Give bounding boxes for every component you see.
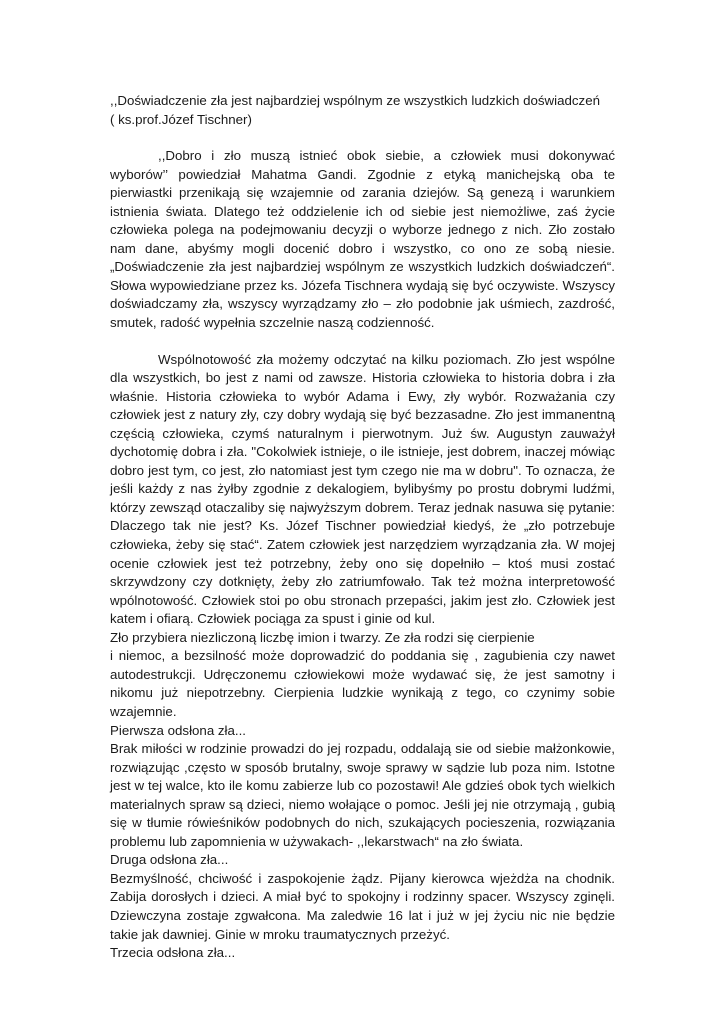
quote-line: ,,Doświadczenie zła jest najbardziej wspólnym ze wszystkich ludzkich doświadczeń xyxy=(110,93,600,108)
paragraph-family: Brak miłości w rodzinie prowadzi do jej rozpadu, oddalają sie od siebie małżonkowie, rozwiązując ,często w sposób brutalny, swoje sprawy w sądzie lub poza nim. Istotne jest w tej walce, kto ile komu zabierze lub co pozostawi! Ale gdzieś obok tych wielkich materialnych spraw są dzieci, niemo wołające o pomoc. Jeśli jej nie otrzymają , gubią się w tłumie rówieśników podobnych do nich, szukających pocieszenia, rozwiązania problemu lub zapomnienia w używakach- ,,lekarstwach“ na zło świata. xyxy=(110,741,615,849)
section-heading-second: Druga odsłona zła... xyxy=(110,852,229,868)
paragraph-suffering: i niemoc, a bezsilność może doprowadzić do poddania się , zagubienia czy nawet autodestrukcji. Udręczonemu człowiekowi może wydawać się, że jest samotny i nikomu już niepotrzebny. Cierpienia ludzkie wynikają z tego, co czynimy sobie wzajemnie. xyxy=(110,648,615,719)
quote-author: ( ks.prof.Józef Tischner) xyxy=(110,111,252,127)
document-page xyxy=(110,92,615,963)
section-heading-first: Pierwsza odsłona zła... xyxy=(110,722,246,738)
section-heading-third: Trzecia odsłona zła... xyxy=(110,945,236,961)
paragraph-recklessness: Bezmyślność, chciwość i zaspokojenie żądz. Pijany kierowca wjeżdża na chodnik. Zabija dorosłych i dzieci. A miał być to spokojny i rodzinny spacer. Wszyscy zginęli. Dziewczyna zostaje zgwałcona. Ma zaledwie 16 lat i już w jej życiu nic nie będzie takie jak dawniej. Ginie w mroku traumatycznych przeżyć. xyxy=(110,870,615,942)
line-forms-of-evil: Zło przybiera niezliczoną liczbę imion i twarzy. Ze zła rodzi się cierpienie xyxy=(110,629,535,645)
paragraph-community: Wspólnotowość zła możemy odczytać na kilku poziomach. Zło jest wspólne dla wszystkich, bo jest z nami od zawsze. Historia człowieka to historia dobra i zła właśnie. Historia człowieka to wybór Adama i Ewy, zły wybór. Rozważania czy człowiek jest z natury zły, czy dobry wydają się być bezzasadne. Zło jest immanentną częścią człowieka, czymś naturalnym i pierwotnym. Już św. Augustyn zauważył dychotomię dobra i zła. "Cokolwiek istnieje, o ile istnieje, jest dobrem, inaczej mówiąc dobro jest tym, co jest, zło natomiast jest tym czego nie ma w dobru". To oznacza, że jeśli każdy z nas żyłby zgodnie z dekalogiem, bylibyśmy po prostu dobrymi ludźmi, którzy zewsząd otaczaliby się najwyższym dobrem. Teraz jednak nasuwa się pytanie: Dlaczego tak nie jest? Ks. Józef Tischner powiedział kiedyś, że „zło potrzebuje człowieka, żeby się stać“. Zatem człowiek jest narzędziem wyrządzania zła. W mojej ocenie człowiek jest też potrzebny, żeby ono się dopełniło – ktoś musi zostać skrzywdzony czy dotknięty, żeby zło zatriumfowało. Tak też można interpretowość wpólnotowość. Człowiek stoi po obu stronach przepaści, jakim jest zło. Człowiek jest katem i ofiarą. Człowiek pociąga za spust i ginie od kul. xyxy=(110,351,615,627)
paragraph-intro: ,,Dobro i zło muszą istnieć obok siebie, a człowiek musi dokonywać wyborów’’ powiedział Mahatma Gandi. Zgodnie z etyką manichejską oba te pierwiastki przenikają się wzajemnie od zarania dziejów. Są genezą i warunkiem istnienia świata. Dlatego też oddzielenie ich od siebie jest niemożliwe, zaś życie człowieka polega na podejmowaniu decyzji o wyborze jednego z nich. Zło zostało nam dane, abyśmy mogli docenić dobro i wszystko, co ono ze sobą niesie. „Doświadczenie zła jest najbardziej wspólnym ze wszystkich ludzkich doświadczeń“. Słowa wypowiedziane przez ks. Józefa Tischnera wydają się być oczywiste. Wszyscy doświadczamy zła, wszyscy wyrządzamy zło – zło podobnie jak uśmiech, zazdrość, smutek, radość wypełnia szczelnie naszą codzienność. xyxy=(110,148,615,331)
